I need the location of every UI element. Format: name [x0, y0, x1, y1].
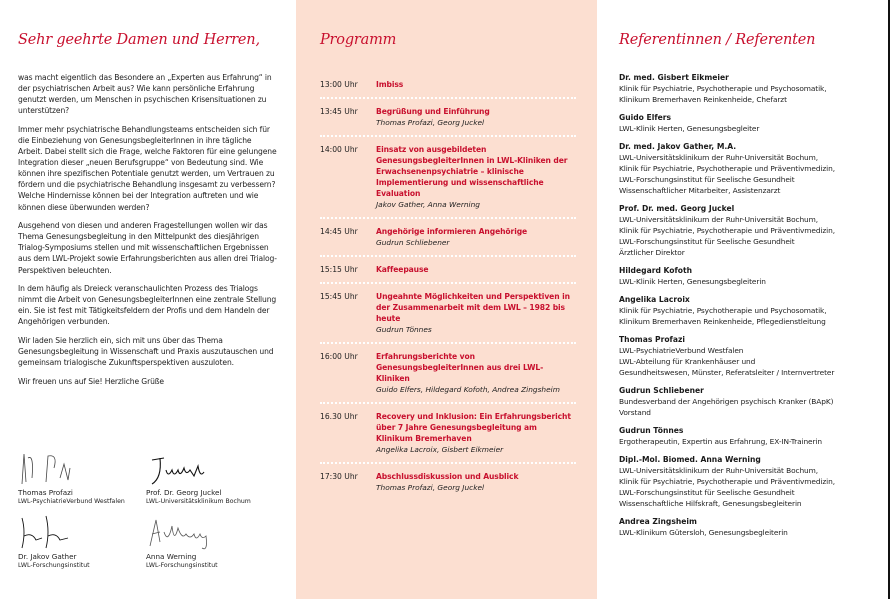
speaker-affiliation: Gesundheitswesen, Münster, Referatsleiter / Internvertreter — [619, 368, 835, 377]
speaker-name: Thomas Profazi — [619, 335, 685, 344]
speaker-affiliation: Vorstand — [619, 408, 651, 417]
program-item — [320, 344, 576, 404]
program-item — [320, 99, 576, 137]
speaker-name: Gudrun Schliebener — [619, 386, 704, 395]
speaker-affiliation: Klinik für Psychiatrie, Psychotherapie und Präventivmedizin, — [619, 477, 835, 486]
signature-org: LWL-Universitätsklinikum Bochum — [146, 498, 251, 505]
speaker-name: Hildegard Kofoth — [619, 266, 693, 275]
speaker-affiliation: LWL-Abteilung für Krankenhäuser und — [619, 357, 756, 366]
speaker-entry — [619, 141, 878, 196]
speaker-affiliation: Ergotherapeutin, Expertin aus Erfahrung, EX-IN-Trainerin — [619, 437, 822, 446]
signature-icon — [146, 512, 226, 552]
program-title: Recovery und Inklusion: Ein Erfahrungsbericht über 7 Jahre Genesungsbegleitung am Klinikum Bremerhaven — [376, 412, 571, 443]
speaker-name: Andrea Zingsheim — [619, 517, 697, 526]
speaker-name: Dr. med. Gisbert Eikmeier — [619, 73, 729, 82]
speaker-affiliation: LWL-Klinikum Gütersloh, Genesungsbegleiterin — [619, 528, 788, 537]
speaker-entry — [619, 265, 878, 287]
letter-body — [18, 72, 278, 387]
program-speakers: Thomas Profazi, Georg Juckel — [376, 483, 485, 492]
program-title: Begrüßung und Einführung — [376, 107, 490, 116]
speaker-entry — [619, 334, 878, 378]
speaker-entry — [619, 454, 878, 509]
speaker-name: Gudrun Tönnes — [619, 426, 684, 435]
program-time: 14:00 Uhr — [320, 145, 358, 154]
program-time: 17:30 Uhr — [320, 472, 358, 481]
program-speakers: Gudrun Tönnes — [376, 325, 432, 334]
signature-name: Thomas Profazi — [18, 488, 73, 497]
signature-icon — [18, 448, 98, 488]
signature-icon — [146, 448, 226, 488]
program-speakers: Guido Elfers, Hildegard Kofoth, Andrea Zingsheim — [376, 385, 560, 394]
speakers-heading: Referentinnen / Referenten — [619, 32, 816, 48]
program-speakers: Gudrun Schliebener — [376, 238, 450, 247]
speaker-affiliation: LWL-Forschungsinstitut für Seelische Gesundheit — [619, 237, 795, 246]
signature-org: LWL-Forschungsinstitut — [18, 562, 90, 569]
letter-paragraph: Immer mehr psychiatrische Behandlungsteams entscheiden sich für die Einbeziehung von GenesungsbegleiterInnen in ihre tägliche Arbeit. Dabei stellt sich die Frage, welche Faktoren für eine gelungene Integration dieser „neuen Berufsgruppe“ von Bedeutung sind. Wie können ihre spezifischen Potentiale genutzt werden, um Vertrauen zu fördern und die psychiatrische Behandlung insgesamt zu verbessern? Welche Hindernisse können bei der Integration auftreten und wie können diese überwunden werden? — [18, 124, 277, 212]
speaker-name: Angelika Lacroix — [619, 295, 690, 304]
signature-block — [146, 512, 271, 570]
speaker-affiliation: LWL-Forschungsinstitut für Seelische Gesundheit — [619, 488, 795, 497]
program-column — [296, 0, 597, 599]
speakers-column — [597, 0, 888, 599]
program-time: 16:00 Uhr — [320, 352, 358, 361]
signature-block — [18, 512, 143, 570]
program-item — [320, 72, 576, 99]
speaker-affiliation: Wissenschaftliche Hilfskraft, Genesungsbegleiterin — [619, 499, 802, 508]
speaker-affiliation: Klinik für Psychiatrie, Psychotherapie und Präventivmedizin, — [619, 226, 835, 235]
program-item — [320, 404, 576, 464]
speaker-affiliation: Klinikum Bremerhaven Reinkenheide, Chefarzt — [619, 95, 787, 104]
speaker-affiliation: LWL-Universitätsklinikum der Ruhr-Universität Bochum, — [619, 153, 818, 162]
letter-paragraph: was macht eigentlich das Besondere an „Experten aus Erfahrung“ in der psychiatrischen Arbeit aus? Wie kann persönliche Erfahrung genutzt werden, um Menschen in psychischen Krisensituationen zu unterstützen? — [18, 73, 272, 116]
speaker-entry — [619, 425, 878, 447]
letter-paragraph: In dem häufig als Dreieck veranschaulichten Prozess des Trialogs nimmt die Arbeit von GenesungsbegleiterInnen eine zentrale Stellung ein. Sie ist fest mit Tätigkeitsfeldern der Profis und dem Handeln der Angehörigen verbunden. — [18, 284, 277, 327]
signature-block — [146, 448, 271, 506]
program-item — [320, 284, 576, 344]
signature-name: Prof. Dr. Georg Juckel — [146, 488, 222, 497]
speaker-name: Dr. med. Jakov Gather, M.A. — [619, 142, 737, 151]
signature-name: Dr. Jakov Gather — [18, 552, 77, 561]
program-speakers: Thomas Profazi, Georg Juckel — [376, 118, 485, 127]
speaker-entry — [619, 203, 878, 258]
program-time: 15:15 Uhr — [320, 265, 358, 274]
speaker-entry — [619, 385, 878, 418]
letter-paragraph: Wir laden Sie herzlich ein, sich mit uns über das Thema Genesungsbegleitung in Wissenschaft und Praxis auszutauschen und gemeinsam trialogische Zukunftsperspektiven auszuloten. — [18, 335, 274, 368]
speaker-name: Guido Elfers — [619, 113, 672, 122]
program-time: 13:45 Uhr — [320, 107, 358, 116]
speaker-entry — [619, 516, 878, 538]
signature-block — [18, 448, 143, 506]
letter-paragraph: Ausgehend von diesen und anderen Fragestellungen wollen wir das Thema Genesungsbegleitung in den Mittelpunkt des diesjährigen Trialog-Symposiums stellen und mit wissenschaftlichen Ergebnissen aus dem LWL-Projekt sowie Erfahrungsberichten aus allen drei Trialog-Perspektiven beleuchten. — [18, 221, 277, 275]
program-item — [320, 257, 576, 284]
program-title: Kaffeepause — [376, 265, 429, 274]
program-speakers: Angelika Lacroix, Gisbert Eikmeier — [376, 445, 504, 454]
program-item — [320, 219, 576, 257]
speaker-name: Prof. Dr. med. Georg Juckel — [619, 204, 735, 213]
letter-closing: Wir freuen uns auf Sie! Herzliche Grüße — [18, 376, 164, 386]
letter-heading: Sehr geehrte Damen und Herren, — [18, 32, 260, 48]
speaker-affiliation: Klinikum Bremerhaven Reinkenheide, Pflegedienstleitung — [619, 317, 826, 326]
speaker-entry — [619, 112, 878, 134]
speaker-affiliation: Klinik für Psychiatrie, Psychotherapie und Psychosomatik, — [619, 306, 827, 315]
speaker-entry — [619, 294, 878, 327]
program-time: 15:45 Uhr — [320, 292, 358, 301]
signature-icon — [18, 512, 98, 552]
speaker-list — [619, 72, 878, 538]
speaker-affiliation: Klinik für Psychiatrie, Psychotherapie und Präventivmedizin, — [619, 164, 835, 173]
speaker-affiliation: Bundesverband der Angehörigen psychisch Kranker (BApK) — [619, 397, 834, 406]
program-list — [320, 72, 579, 500]
speaker-affiliation: Klinik für Psychiatrie, Psychotherapie und Psychosomatik, — [619, 84, 827, 93]
speaker-entry — [619, 72, 878, 105]
program-speakers: Jakov Gather, Anna Werning — [376, 200, 480, 209]
program-time: 14:45 Uhr — [320, 227, 358, 236]
speaker-name: Dipl.-Mol. Biomed. Anna Werning — [619, 455, 761, 464]
program-title: Abschlussdiskussion und Ausblick — [376, 472, 519, 481]
program-title: Ungeahnte Möglichkeiten und Perspektiven in der Zusammenarbeit mit dem LWL – 1982 bis heute — [376, 292, 570, 323]
signature-name: Anna Werning — [146, 552, 197, 561]
letter-column — [0, 0, 296, 599]
speaker-affiliation: LWL-Universitätsklinikum der Ruhr-Universität Bochum, — [619, 466, 818, 475]
speaker-affiliation: LWL-PsychiatrieVerbund Westfalen — [619, 346, 744, 355]
program-title: Imbiss — [376, 80, 404, 89]
speaker-affiliation: Wissenschaftlicher Mitarbeiter, Assistenzarzt — [619, 186, 781, 195]
program-item — [320, 137, 576, 219]
program-heading: Programm — [320, 32, 397, 48]
program-time: 16.30 Uhr — [320, 412, 358, 421]
signatures — [18, 448, 288, 578]
speaker-affiliation: LWL-Forschungsinstitut für Seelische Gesundheit — [619, 175, 795, 184]
signature-org: LWL-Forschungsinstitut — [146, 562, 218, 569]
program-title: Angehörige informieren Angehörige — [376, 227, 528, 236]
speaker-affiliation: LWL-Klinik Herten, Genesungsbegleiterin — [619, 277, 766, 286]
speaker-affiliation: LWL-Klinik Herten, Genesungsbegleiter — [619, 124, 760, 133]
program-time: 13:00 Uhr — [320, 80, 358, 89]
signature-org: LWL-PsychiatrieVerbund Westfalen — [18, 498, 125, 505]
program-title: Einsatz von ausgebildeten GenesungsbegleiterInnen in LWL-Kliniken der Erwachsenenpsychiatrie – klinische Implementierung und wissenschaftliche Evaluation — [376, 145, 568, 198]
program-title: Erfahrungsberichte von GenesungsbegleiterInnen aus drei LWL-Kliniken — [376, 352, 544, 383]
speaker-affiliation: LWL-Universitätsklinikum der Ruhr-Universität Bochum, — [619, 215, 818, 224]
program-item — [320, 464, 576, 500]
speaker-affiliation: Ärztlicher Direktor — [619, 248, 685, 257]
